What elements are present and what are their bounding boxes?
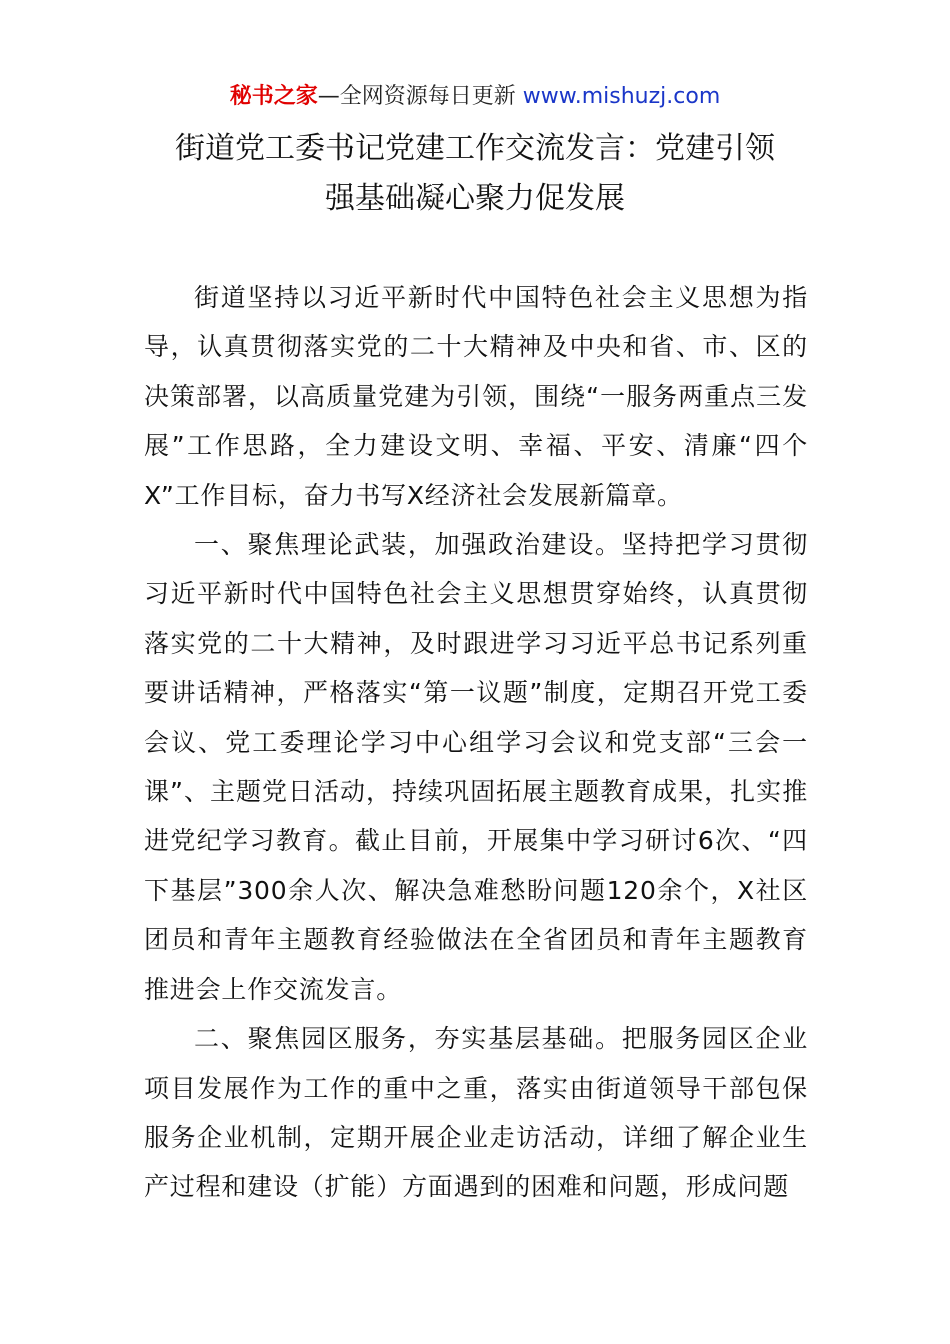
site-url-link[interactable]: www.mishuzj.com	[522, 84, 721, 109]
paragraph-section-1	[144, 520, 808, 1014]
site-brand: 秘书之家	[229, 84, 318, 109]
paragraph-intro	[144, 273, 808, 520]
site-tagline: —全网资源每日更新	[317, 84, 516, 109]
paragraph-section-2	[144, 1014, 808, 1212]
paragraph-text: 街道坚持以习近平新时代中国特色社会主义思想为指导，认真贯彻落实党的二十大精神及中央和省、市、区的决策部署，以高质量党建为引领，围绕“一服务两重点三发展”工作思路，全力建设文明、幸福、平安、清廉“四个X”工作目标，奋力书写X经济社会发展新篇章。	[144, 283, 808, 510]
document-title	[0, 124, 950, 224]
title-line-1: 街道党工委书记党建工作交流发言：党建引领	[175, 131, 775, 166]
paragraph-text: 把服务园区企业项目发展作为工作的重中之重，落实由街道领导干部包保服务企业机制，定期开展企业走访活动，详细了解企业生产过程和建设（扩能）方面遇到的困难和问题，形成问题	[144, 1024, 808, 1202]
site-header	[0, 80, 950, 114]
document-body	[144, 273, 808, 1212]
title-line-2: 强基础凝心聚力促发展	[325, 181, 625, 216]
paragraph-lead: 二、聚焦园区服务，夯实基层基础。	[194, 1024, 622, 1054]
paragraph-lead: 一、聚焦理论武装，加强政治建设。	[194, 530, 622, 560]
paragraph-text: 坚持把学习贯彻习近平新时代中国特色社会主义思想贯穿始终，认真贯彻落实党的二十大精神，及时跟进学习习近平总书记系列重要讲话精神，严格落实“第一议题”制度，定期召开党工委会议、党工委理论学习中心组学习会议和党支部“三会一课”、主题党日活动，持续巩固拓展主题教育成果，扎实推进党纪学习教育。截止目前，开展集中学习研讨6次、“四下基层”300余人次、解决急难愁盼问题120余个，X社区团员和青年主题教育经验做法在全省团员和青年主题教育推进会上作交流发言。	[144, 530, 808, 1004]
